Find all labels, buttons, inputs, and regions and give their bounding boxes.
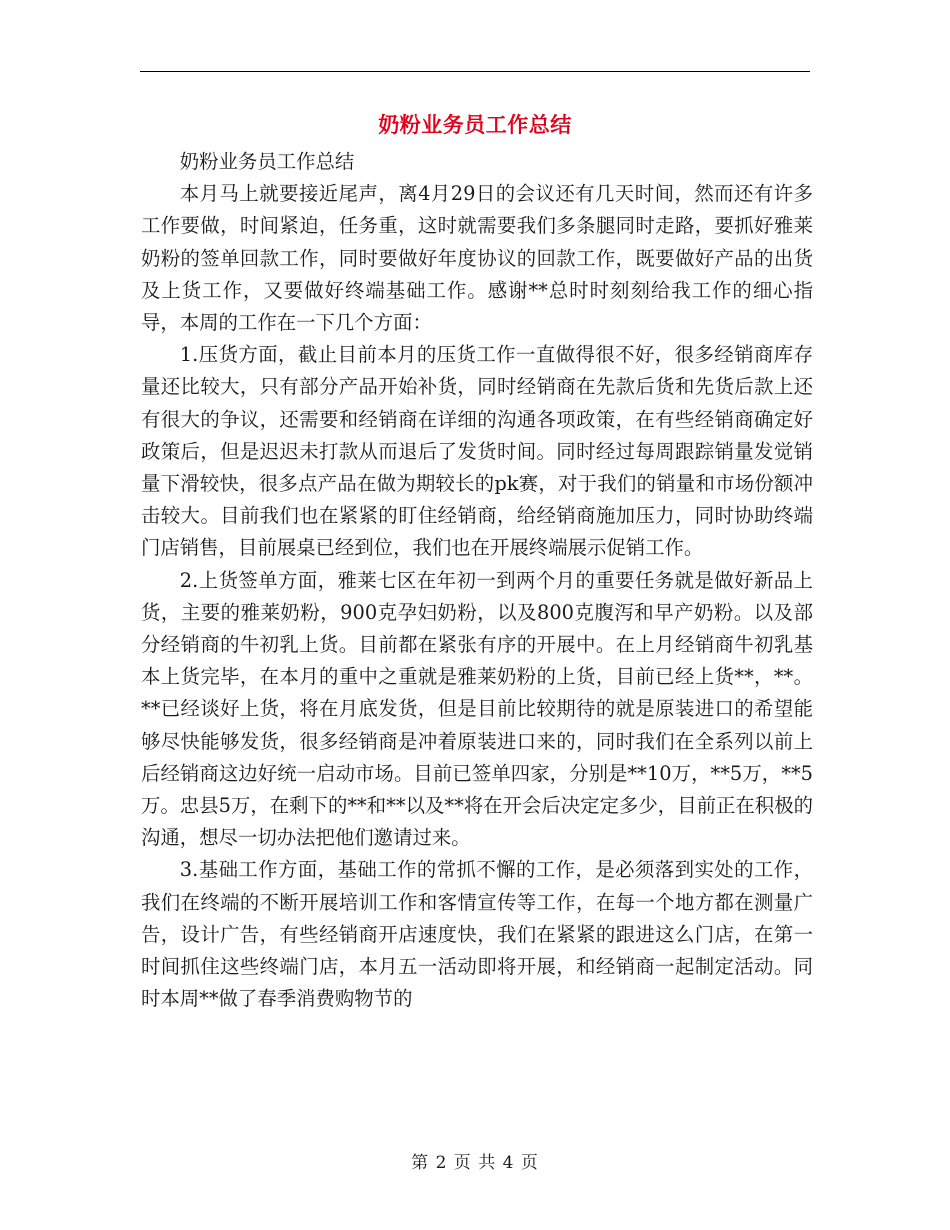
intro-paragraph: 本月马上就要接近尾声，离4月29日的会议还有几天时间，然而还有许多工作要做，时间紧迫，任务重，这时就需要我们多条腿同时走路，要抓好雅莱奶粉的签单回款工作，同时要做好年度协议的回款工作，既要做好产品的出货及上货工作，又要做好终端基础工作。感谢**总时时刻刻给我工作的细心指导，本周的工作在一下几个方面： <box>141 182 813 335</box>
section-2-paragraph: 2.上货签单方面，雅莱七区在年初一到两个月的重要任务就是做好新品上货，主要的雅莱奶粉，900克孕妇奶粉，以及800克腹泻和早产奶粉。以及部分经销商的牛初乳上货。目前都在紧张有序的开展中。在上月经销商牛初乳基本上货完毕，在本月的重中之重就是雅莱奶粉的上货，目前已经上货**，**。**已经谈好上货，将在月底发货，但是目前比较期待的就是原装进口的希望能够尽快能够发货，很多经销商是冲着原装进口来的，同时我们在全系列以前上后经销商这边好统一启动市场。目前已签单四家，分别是**10万，**5万，**5万。忠县5万，在剩下的**和**以及**将在开会后决定定多少，目前正在积极的沟通，想尽一切办法把他们邀请过来。 <box>141 568 813 850</box>
document-body <box>141 146 813 1015</box>
page-number-footer: 第 2 页 共 4 页 <box>411 1153 539 1173</box>
section-3-paragraph: 3.基础工作方面，基础工作的常抓不懈的工作，是必须落到实处的工作，我们在终端的不断开展培训工作和客情宣传等工作，在每一个地方都在测量广告，设计广告，有些经销商开店速度快，我们在紧紧的跟进这么门店，在第一时间抓住这些终端门店，本月五一活动即将开展，和经销商一起制定活动。同时本周**做了春季消费购物节的 <box>141 858 813 1011</box>
header-rule <box>140 71 810 72</box>
document-title: 奶粉业务员工作总结 <box>378 112 572 137</box>
subtitle-paragraph: 奶粉业务员工作总结 <box>179 150 355 173</box>
section-1-paragraph: 1.压货方面，截止目前本月的压货工作一直做得很不好，很多经销商库存量还比较大，只有部分产品开始补货，同时经销商在先款后货和先货后款上还有很大的争议，还需要和经销商在详细的沟通各项政策，在有些经销商确定好政策后，但是迟迟未打款从而退后了发货时间。同时经过每周跟踪销量发觉销量下滑较快，很多点产品在做为期较长的pk赛，对于我们的销量和市场份额冲击较大。目前我们也在紧紧的盯住经销商，给经销商施加压力，同时协助终端门店销售，目前展桌已经到位，我们也在开展终端展示促销工作。 <box>141 343 813 560</box>
